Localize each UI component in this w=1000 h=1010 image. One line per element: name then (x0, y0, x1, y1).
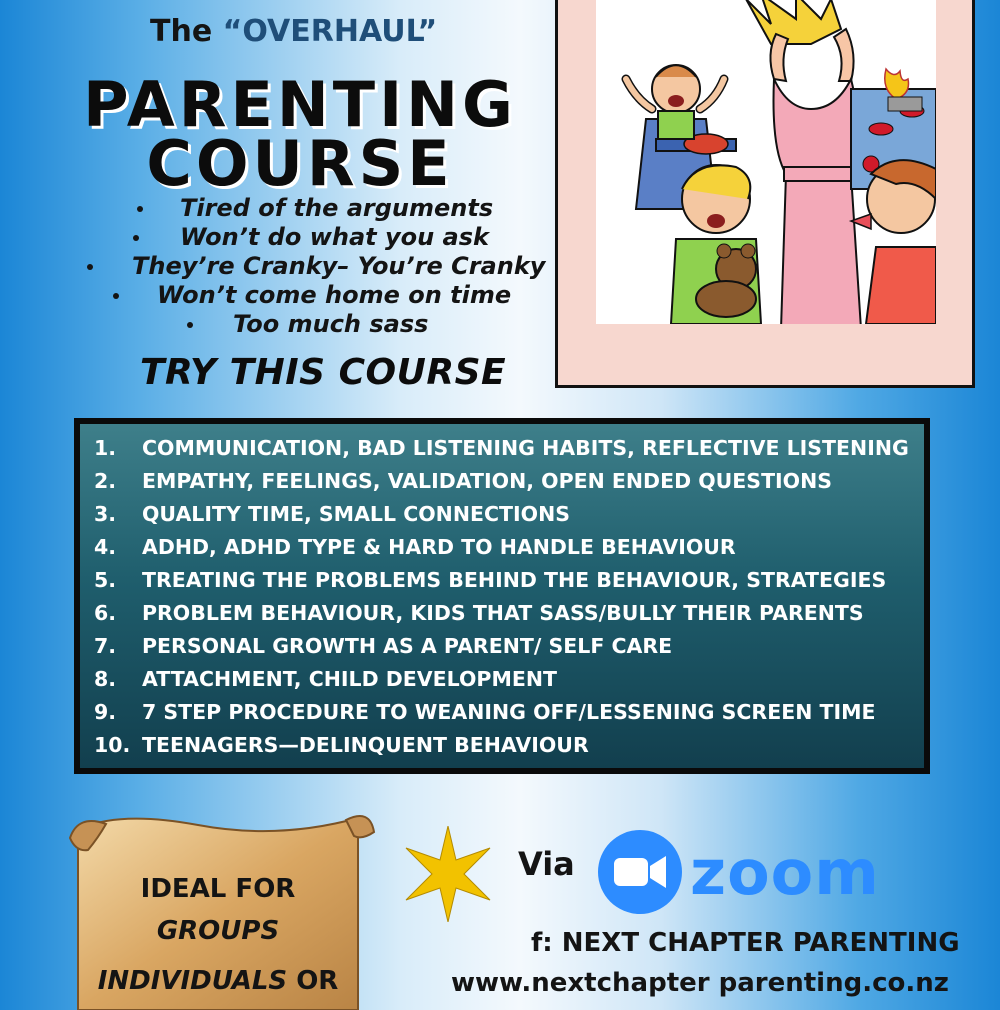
scroll-line-ideal: IDEAL FOR (140, 874, 296, 904)
bullet-dot-icon (187, 322, 193, 328)
bullet-dot-icon (133, 235, 139, 241)
ideal-for-scroll (58, 810, 378, 1010)
list-item: 7. PERSONAL GROWTH AS A PARENT/ SELF CARE (94, 634, 673, 658)
course-topics-box (74, 418, 930, 774)
cartoon-family-image (596, 0, 936, 324)
title-highlight: “OVERHAUL” (222, 14, 438, 49)
via-label: Via (518, 845, 575, 883)
call-to-action: TRY THIS COURSE (140, 352, 507, 393)
family-chaos-illustration (555, 0, 975, 388)
list-item: 2. EMPATHY, FEELINGS, VALIDATION, OPEN ENDED QUESTIONS (94, 469, 833, 493)
bullet-dot-icon (137, 206, 143, 212)
bullet-dot-icon (87, 264, 93, 270)
list-item: 3. QUALITY TIME, SMALL CONNECTIONS (94, 502, 570, 526)
list-item: 10. TEENAGERS—DELINQUENT BEHAVIOUR (94, 733, 589, 757)
list-item: Tired of the arguments (60, 194, 530, 223)
facebook-page-label: f: NEXT CHAPTER PARENTING (531, 928, 960, 958)
list-item: They’re Cranky– You’re Cranky (60, 252, 530, 281)
list-item: 1. COMMUNICATION, BAD LISTENING HABITS, REFLECTIVE LISTENING (94, 436, 909, 460)
page-title-course: COURSE (146, 127, 454, 200)
list-item: 9. 7 STEP PROCEDURE TO WEANING OFF/LESSENING SCREEN TIME (94, 700, 876, 724)
list-item: 5. TREATING THE PROBLEMS BEHIND THE BEHAVIOUR, STRATEGIES (94, 568, 887, 592)
title-line (150, 14, 450, 49)
scroll-line-groups: GROUPS (156, 916, 280, 946)
topics-list (94, 432, 914, 762)
list-item: Won’t do what you ask (60, 223, 530, 252)
list-item: Too much sass (60, 310, 530, 339)
illustration-canvas (596, 0, 936, 324)
page-title-parenting: PARENTING (83, 68, 517, 141)
star-icon (400, 826, 496, 922)
bullet-dot-icon (113, 293, 119, 299)
list-item: 6. PROBLEM BEHAVIOUR, KIDS THAT SASS/BULLY THEIR PARENTS (94, 601, 864, 625)
scroll-line-individuals: INDIVIDUALS OR (97, 966, 339, 996)
pain-points-list (60, 194, 546, 339)
list-item: Won’t come home on time (60, 281, 530, 310)
list-item: 8. ATTACHMENT, CHILD DEVELOPMENT (94, 667, 557, 691)
zoom-camera-icon (596, 828, 684, 916)
list-item: 4. ADHD, ADHD TYPE & HARD TO HANDLE BEHAVIOUR (94, 535, 736, 559)
website-link[interactable]: www.nextchapter parenting.co.nz (451, 968, 949, 998)
title-prefix: The (150, 14, 213, 49)
zoom-logo-text: zoom (690, 836, 880, 909)
